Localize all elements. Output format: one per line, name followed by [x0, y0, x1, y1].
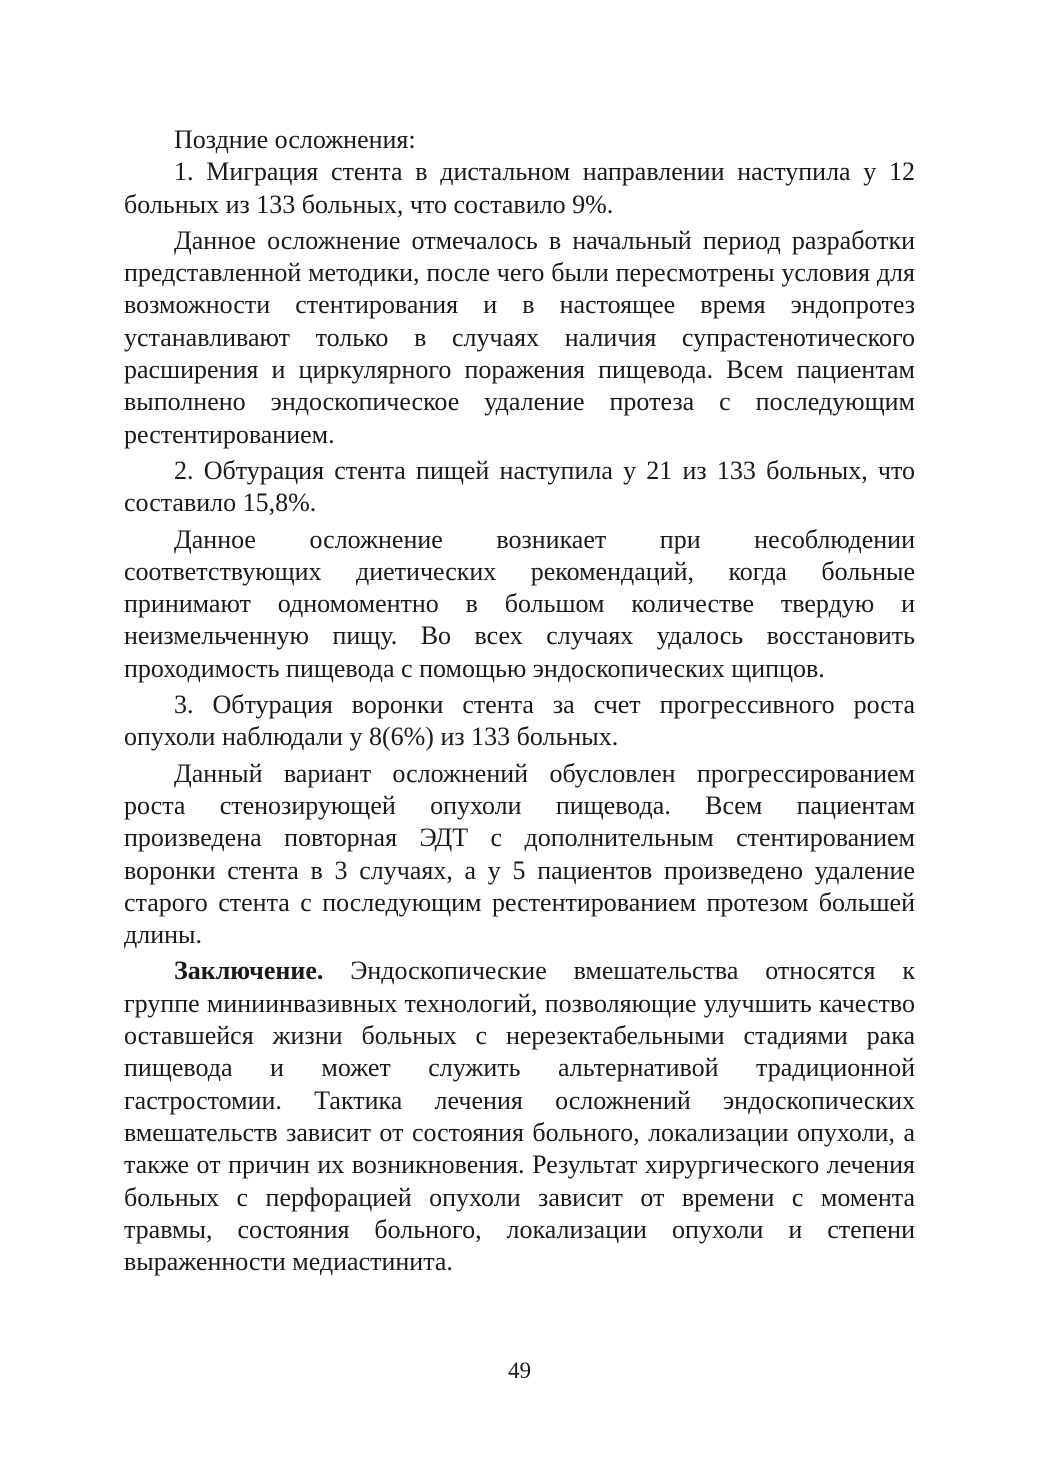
section-heading: Поздние осложнения:: [174, 125, 416, 154]
complication-description-2: Данное осложнение возникает при несоблюдении соответствующих диетических рекомендаций, когда больные принимают одномоментно в большом количестве твердую и неизмельченную пищу. Во всех случаях удалось восстановить проходимость пищевода с помощью эндоскопических щипцов.: [124, 524, 915, 683]
conclusion-label: Заключение.: [174, 956, 324, 986]
page-body: [124, 124, 915, 1278]
complication-item-1: 1. Миграция стента в дистальном направлении наступила у 12 больных из 133 больных, что составило 9%.: [124, 157, 915, 219]
conclusion-text: Эндоскопические вмешательства относятся к группе миниинвазивных технологий, позволяющие улучшить качество оставшейся жизни больных с нерезектабельными стадиями рака пищевода и может служить альтернативой традиционной гастростомии. Тактика лечения осложнений эндоскопических вмешательств зависит от состояния больного, локализации опухоли, а также от причин их возникновения. Результат хирургического лечения больных с перфорацией опухоли зависит от времени с момента травмы, состояния больного, локализации опухоли и степени выраженности медиастинита.: [124, 956, 915, 1277]
complication-item-2: 2. Обтурация стента пищей наступила у 21 из 133 больных, что составило 15,8%.: [124, 455, 915, 518]
conclusion-paragraph: [124, 955, 915, 1278]
complication-item-3: 3. Обтурация воронки стента за счет прогрессивного роста опухоли наблюдали у 8(6%) из 133 больных.: [124, 690, 915, 752]
complication-description-1: Данное осложнение отмечалось в начальный период разработки представленной методики, после чего были пересмотрены условия для возможности стентирования и в настоящее время эндопротез устанавливают только в случаях наличия супрастенотического расширения и циркулярного поражения пищевода. Всем пациентам выполнено эндоскопическое удаление протеза с последующим рестентированием.: [124, 225, 915, 449]
page-number: 49: [508, 1358, 531, 1383]
complication-description-3: Данный вариант осложнений обусловлен прогрессированием роста стенозирующей опухоли пищевода. Всем пациентам произведена повторная ЭДТ с дополнительным стентированием воронки стента в 3 случаях, а у 5 пациентов произведено удаление старого стента с последующим рестентированием протезом большей длины.: [124, 758, 915, 950]
